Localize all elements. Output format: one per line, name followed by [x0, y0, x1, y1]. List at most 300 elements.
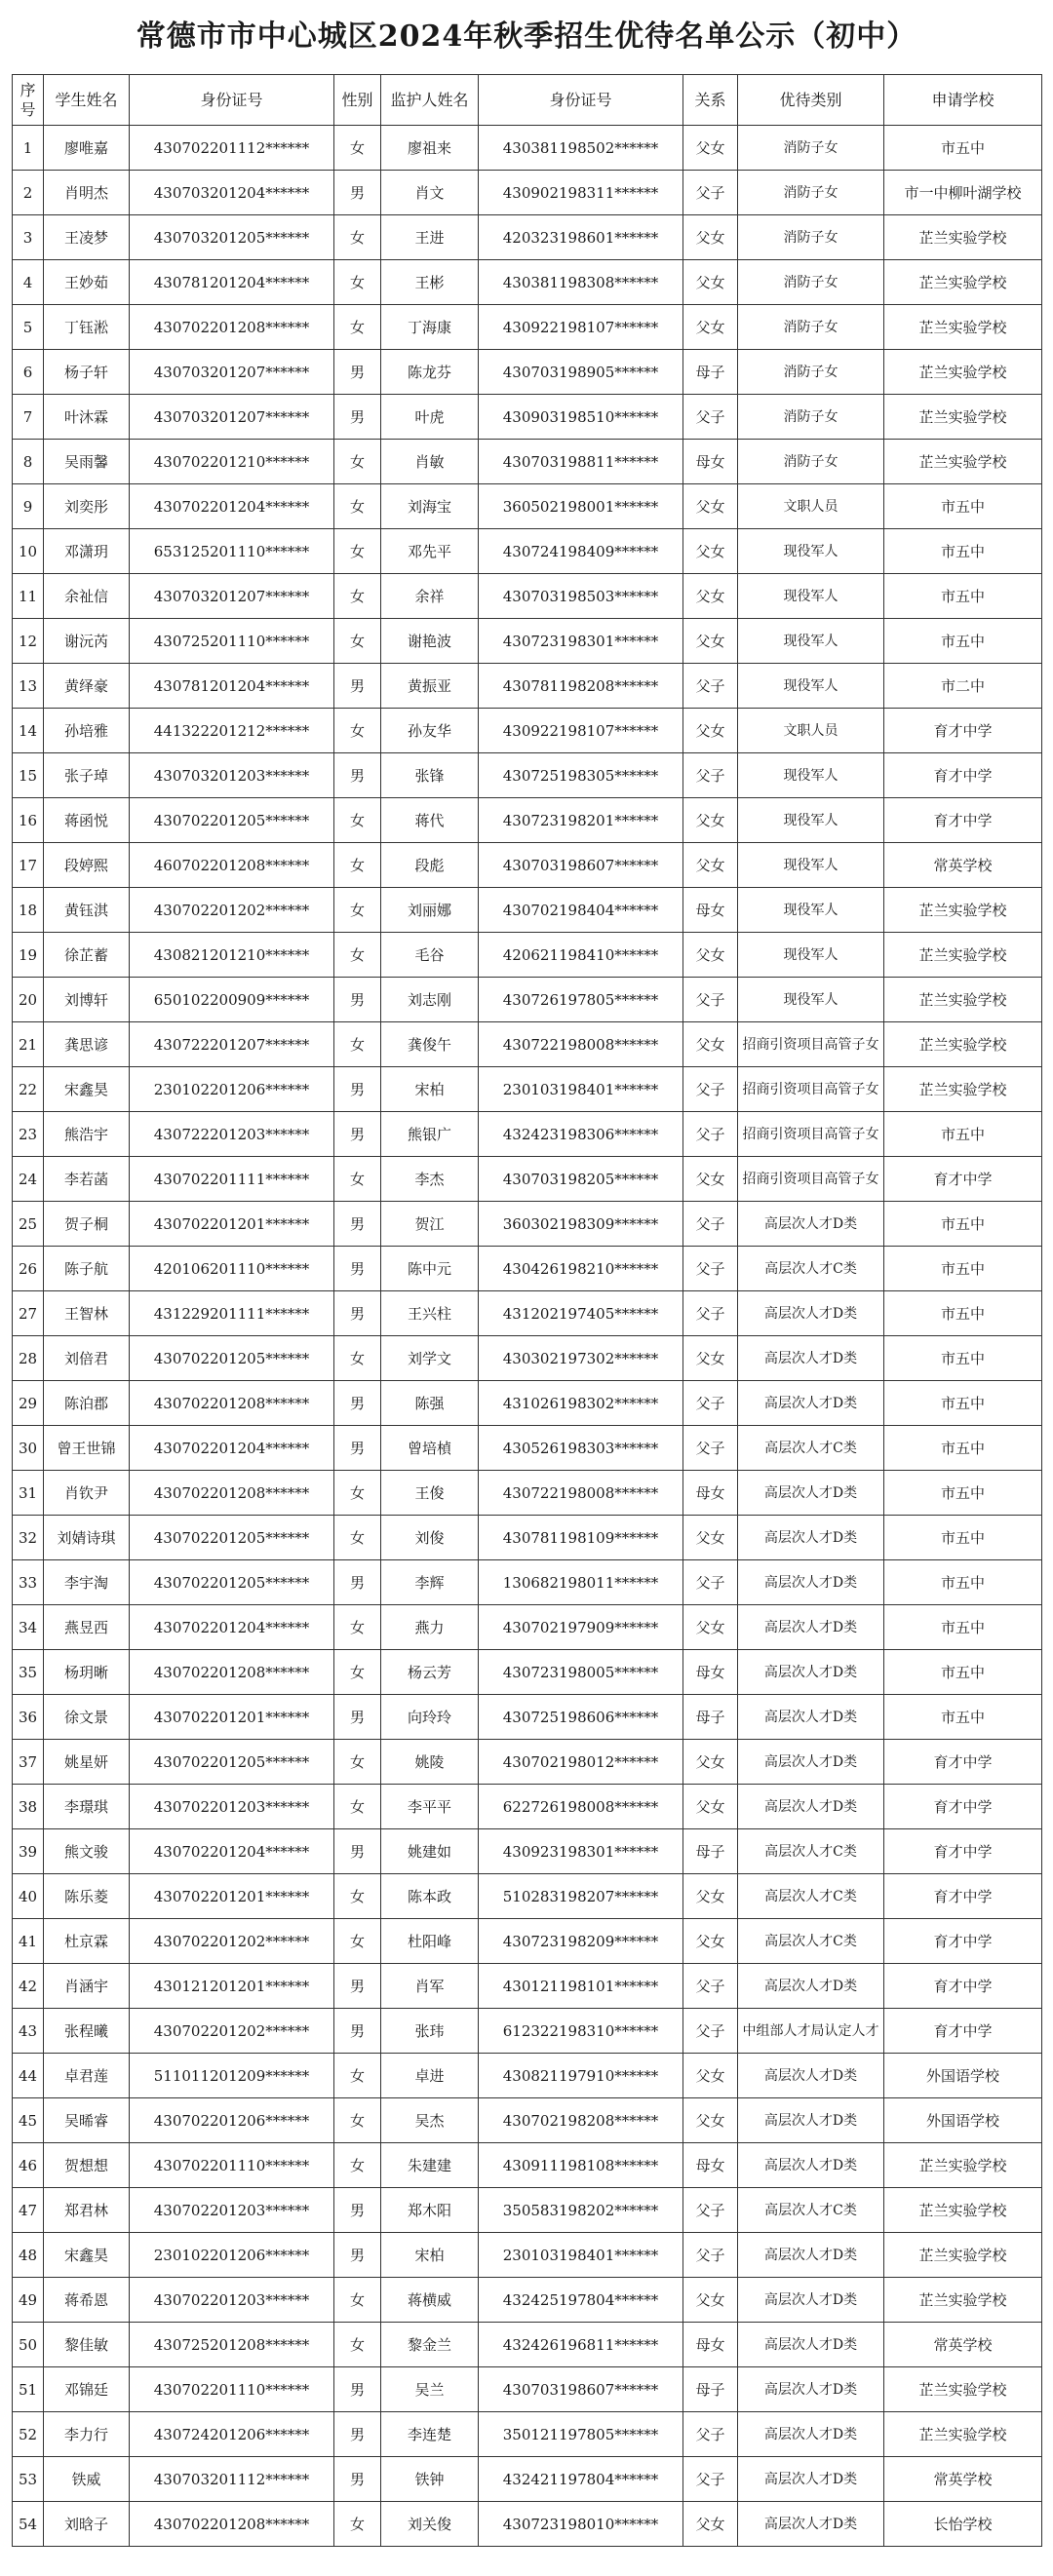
gender-cell: 男 — [334, 978, 381, 1022]
relation-cell: 母女 — [683, 1471, 738, 1516]
category-cell: 招商引资项目高管子女 — [738, 1157, 884, 1202]
index-cell: 35 — [13, 1650, 44, 1695]
guardian-name-cell: 陈本政 — [381, 1874, 479, 1919]
guardian-name-cell: 陈龙芬 — [381, 350, 479, 395]
relation-cell: 父子 — [683, 1202, 738, 1247]
table-row — [13, 2098, 1042, 2143]
index-cell: 42 — [13, 1964, 44, 2009]
index-cell: 39 — [13, 1829, 44, 1874]
category-cell: 消防子女 — [738, 440, 884, 484]
table-row — [13, 1112, 1042, 1157]
guardian-name-cell: 王兴柱 — [381, 1291, 479, 1336]
relation-cell: 父女 — [683, 1919, 738, 1964]
gender-cell: 女 — [334, 1471, 381, 1516]
guardian-id-cell: 430723198209****** — [479, 1919, 683, 1964]
guardian-id-cell: 430722198008****** — [479, 1471, 683, 1516]
guardian-id-cell: 430922198107****** — [479, 709, 683, 753]
gender-cell: 女 — [334, 1157, 381, 1202]
gender-cell: 男 — [334, 2188, 381, 2233]
student-id-cell: 430702201110****** — [130, 2143, 334, 2188]
guardian-name-cell: 陈中元 — [381, 1247, 479, 1291]
school-cell: 育才中学 — [884, 1740, 1042, 1785]
category-cell: 现役军人 — [738, 888, 884, 933]
relation-cell: 母子 — [683, 1829, 738, 1874]
gender-cell: 女 — [334, 1516, 381, 1560]
student-name-cell: 陈泊郡 — [44, 1381, 130, 1426]
relation-cell: 母女 — [683, 1650, 738, 1695]
gender-cell: 女 — [334, 843, 381, 888]
guardian-id-cell: 430702197909****** — [479, 1605, 683, 1650]
table-row — [13, 395, 1042, 440]
gender-cell: 男 — [334, 2233, 381, 2278]
table-row — [13, 2233, 1042, 2278]
relation-cell: 父女 — [683, 1785, 738, 1829]
gender-cell: 女 — [334, 933, 381, 978]
category-cell: 高层次人才C类 — [738, 1829, 884, 1874]
index-cell: 53 — [13, 2457, 44, 2502]
student-id-cell: 430702201203****** — [130, 1785, 334, 1829]
table-row — [13, 2502, 1042, 2547]
guardian-name-cell: 谢艳波 — [381, 619, 479, 664]
table-row — [13, 1695, 1042, 1740]
student-id-cell: 430703201207****** — [130, 574, 334, 619]
school-cell: 育才中学 — [884, 753, 1042, 798]
category-cell: 高层次人才D类 — [738, 1605, 884, 1650]
student-id-cell: 430702201202****** — [130, 2009, 334, 2054]
table-row — [13, 484, 1042, 529]
category-cell: 高层次人才C类 — [738, 1426, 884, 1471]
gender-cell: 男 — [334, 1112, 381, 1157]
guardian-name-cell: 刘学文 — [381, 1336, 479, 1381]
index-cell: 12 — [13, 619, 44, 664]
gender-cell: 男 — [334, 753, 381, 798]
student-name-cell: 吴雨馨 — [44, 440, 130, 484]
student-id-cell: 430703201204****** — [130, 171, 334, 215]
category-cell: 现役军人 — [738, 798, 884, 843]
table-row — [13, 126, 1042, 171]
index-cell: 31 — [13, 1471, 44, 1516]
index-cell: 40 — [13, 1874, 44, 1919]
guardian-id-cell: 360502198001****** — [479, 484, 683, 529]
relation-cell: 父子 — [683, 753, 738, 798]
category-cell: 高层次人才C类 — [738, 1247, 884, 1291]
table-row — [13, 1247, 1042, 1291]
guardian-id-cell: 430922198107****** — [479, 305, 683, 350]
relation-cell: 父子 — [683, 664, 738, 709]
guardian-id-cell: 432426196811****** — [479, 2323, 683, 2367]
school-cell: 市五中 — [884, 1202, 1042, 1247]
student-id-cell: 430781201204****** — [130, 664, 334, 709]
guardian-name-cell: 燕力 — [381, 1605, 479, 1650]
relation-cell: 父子 — [683, 2188, 738, 2233]
index-cell: 11 — [13, 574, 44, 619]
student-id-cell: 430722201207****** — [130, 1022, 334, 1067]
gender-cell: 男 — [334, 2457, 381, 2502]
student-id-cell: 430722201203****** — [130, 1112, 334, 1157]
guardian-name-cell: 刘俊 — [381, 1516, 479, 1560]
table-row — [13, 350, 1042, 395]
guardian-id-cell: 430703198607****** — [479, 843, 683, 888]
relation-cell: 父女 — [683, 798, 738, 843]
gender-cell: 女 — [334, 2502, 381, 2547]
gender-cell: 女 — [334, 1740, 381, 1785]
gender-cell: 女 — [334, 305, 381, 350]
relation-cell: 父子 — [683, 2412, 738, 2457]
student-name-cell: 陈乐菱 — [44, 1874, 130, 1919]
guardian-name-cell: 郑木阳 — [381, 2188, 479, 2233]
table-row — [13, 2323, 1042, 2367]
table-row — [13, 1381, 1042, 1426]
student-name-cell: 燕昱西 — [44, 1605, 130, 1650]
student-name-cell: 熊浩宇 — [44, 1112, 130, 1157]
student-name-cell: 孙培雅 — [44, 709, 130, 753]
student-name-cell: 张子琸 — [44, 753, 130, 798]
guardian-name-cell: 毛谷 — [381, 933, 479, 978]
relation-cell: 父子 — [683, 1067, 738, 1112]
index-cell: 52 — [13, 2412, 44, 2457]
student-name-cell: 李力行 — [44, 2412, 130, 2457]
index-cell: 41 — [13, 1919, 44, 1964]
student-name-cell: 刘晗子 — [44, 2502, 130, 2547]
relation-cell: 父女 — [683, 709, 738, 753]
table-row — [13, 2009, 1042, 2054]
category-cell: 高层次人才D类 — [738, 1471, 884, 1516]
guardian-name-cell: 曾培楨 — [381, 1426, 479, 1471]
student-id-cell: 430702201204****** — [130, 484, 334, 529]
school-cell: 市五中 — [884, 529, 1042, 574]
gender-cell: 女 — [334, 1919, 381, 1964]
relation-cell: 父子 — [683, 2009, 738, 2054]
student-name-cell: 贺想想 — [44, 2143, 130, 2188]
index-cell: 51 — [13, 2367, 44, 2412]
category-cell: 消防子女 — [738, 350, 884, 395]
school-cell: 育才中学 — [884, 1157, 1042, 1202]
category-cell: 现役军人 — [738, 664, 884, 709]
student-name-cell: 邓锦廷 — [44, 2367, 130, 2412]
col-header-gender: 性别 — [334, 75, 381, 126]
school-cell: 常英学校 — [884, 2457, 1042, 2502]
guardian-id-cell: 431026198302****** — [479, 1381, 683, 1426]
table-row — [13, 709, 1042, 753]
gender-cell: 女 — [334, 1022, 381, 1067]
student-name-cell: 杜京霖 — [44, 1919, 130, 1964]
index-cell: 3 — [13, 215, 44, 260]
guardian-id-cell: 622726198008****** — [479, 1785, 683, 1829]
index-cell: 22 — [13, 1067, 44, 1112]
index-cell: 26 — [13, 1247, 44, 1291]
table-body — [13, 126, 1042, 2547]
index-cell: 36 — [13, 1695, 44, 1740]
student-id-cell: 430702201202****** — [130, 888, 334, 933]
category-cell: 高层次人才D类 — [738, 1650, 884, 1695]
gender-cell: 女 — [334, 1874, 381, 1919]
category-cell: 消防子女 — [738, 215, 884, 260]
guardian-id-cell: 430723198201****** — [479, 798, 683, 843]
guardian-name-cell: 宋柏 — [381, 2233, 479, 2278]
category-cell: 文职人员 — [738, 484, 884, 529]
school-cell: 市五中 — [884, 126, 1042, 171]
gender-cell: 男 — [334, 2009, 381, 2054]
school-cell: 育才中学 — [884, 1874, 1042, 1919]
table-row — [13, 1740, 1042, 1785]
guardian-id-cell: 510283198207****** — [479, 1874, 683, 1919]
student-id-cell: 420106201110****** — [130, 1247, 334, 1291]
guardian-id-cell: 430381198502****** — [479, 126, 683, 171]
student-name-cell: 龚思谚 — [44, 1022, 130, 1067]
category-cell: 消防子女 — [738, 395, 884, 440]
category-cell: 高层次人才D类 — [738, 1336, 884, 1381]
student-name-cell: 肖涵宇 — [44, 1964, 130, 2009]
student-name-cell: 刘博轩 — [44, 978, 130, 1022]
index-cell: 2 — [13, 171, 44, 215]
student-name-cell: 卓君莲 — [44, 2054, 130, 2098]
guardian-id-cell: 430781198208****** — [479, 664, 683, 709]
guardian-id-cell: 430722198008****** — [479, 1022, 683, 1067]
student-id-cell: 430702201208****** — [130, 1471, 334, 1516]
index-cell: 46 — [13, 2143, 44, 2188]
school-cell: 市五中 — [884, 1516, 1042, 1560]
table-row — [13, 1471, 1042, 1516]
gender-cell: 女 — [334, 529, 381, 574]
gender-cell: 女 — [334, 2278, 381, 2323]
student-name-cell: 谢沅芮 — [44, 619, 130, 664]
header-row — [13, 75, 1042, 126]
col-header-guardian-id: 身份证号 — [479, 75, 683, 126]
relation-cell: 父子 — [683, 1291, 738, 1336]
index-cell: 30 — [13, 1426, 44, 1471]
table-row — [13, 1605, 1042, 1650]
table-row — [13, 978, 1042, 1022]
guardian-id-cell: 432425197804****** — [479, 2278, 683, 2323]
relation-cell: 母子 — [683, 2367, 738, 2412]
guardian-name-cell: 王彬 — [381, 260, 479, 305]
guardian-name-cell: 蒋代 — [381, 798, 479, 843]
index-cell: 1 — [13, 126, 44, 171]
guardian-name-cell: 姚建如 — [381, 1829, 479, 1874]
index-cell: 17 — [13, 843, 44, 888]
school-cell: 常英学校 — [884, 843, 1042, 888]
relation-cell: 父女 — [683, 305, 738, 350]
gender-cell: 女 — [334, 574, 381, 619]
index-cell: 44 — [13, 2054, 44, 2098]
guardian-id-cell: 430725198606****** — [479, 1695, 683, 1740]
category-cell: 消防子女 — [738, 126, 884, 171]
category-cell: 高层次人才C类 — [738, 2188, 884, 2233]
guardian-id-cell: 430725198305****** — [479, 753, 683, 798]
index-cell: 13 — [13, 664, 44, 709]
student-id-cell: 430702201111****** — [130, 1157, 334, 1202]
index-cell: 37 — [13, 1740, 44, 1785]
index-cell: 54 — [13, 2502, 44, 2547]
student-name-cell: 王妙茹 — [44, 260, 130, 305]
student-id-cell: 430121201201****** — [130, 1964, 334, 2009]
student-name-cell: 李璟琪 — [44, 1785, 130, 1829]
relation-cell: 母女 — [683, 888, 738, 933]
category-cell: 现役军人 — [738, 978, 884, 1022]
school-cell: 市五中 — [884, 1291, 1042, 1336]
student-id-cell: 430702201203****** — [130, 2278, 334, 2323]
table-row — [13, 1829, 1042, 1874]
category-cell: 高层次人才D类 — [738, 1964, 884, 2009]
category-cell: 高层次人才D类 — [738, 1785, 884, 1829]
category-cell: 高层次人才D类 — [738, 1740, 884, 1785]
preferential-list-table — [12, 74, 1042, 2547]
student-name-cell: 叶沐霖 — [44, 395, 130, 440]
category-cell: 中组部人才局认定人才 — [738, 2009, 884, 2054]
guardian-name-cell: 陈强 — [381, 1381, 479, 1426]
table-row — [13, 2412, 1042, 2457]
gender-cell: 女 — [334, 440, 381, 484]
school-cell: 育才中学 — [884, 798, 1042, 843]
gender-cell: 男 — [334, 1829, 381, 1874]
gender-cell: 男 — [334, 171, 381, 215]
relation-cell: 父女 — [683, 529, 738, 574]
index-cell: 19 — [13, 933, 44, 978]
school-cell: 芷兰实验学校 — [884, 305, 1042, 350]
student-id-cell: 430702201110****** — [130, 2367, 334, 2412]
category-cell: 高层次人才D类 — [738, 2323, 884, 2367]
student-id-cell: 230102201206****** — [130, 1067, 334, 1112]
table-row — [13, 2367, 1042, 2412]
student-name-cell: 肖明杰 — [44, 171, 130, 215]
school-cell: 芷兰实验学校 — [884, 440, 1042, 484]
category-cell: 现役军人 — [738, 529, 884, 574]
index-cell: 25 — [13, 1202, 44, 1247]
index-cell: 7 — [13, 395, 44, 440]
table-row — [13, 1560, 1042, 1605]
col-header-index: 序号 — [13, 75, 44, 126]
guardian-id-cell: 430702198012****** — [479, 1740, 683, 1785]
guardian-name-cell: 黎金兰 — [381, 2323, 479, 2367]
table-row — [13, 215, 1042, 260]
guardian-name-cell: 丁海康 — [381, 305, 479, 350]
table-row — [13, 2278, 1042, 2323]
guardian-id-cell: 350583198202****** — [479, 2188, 683, 2233]
school-cell: 市五中 — [884, 1560, 1042, 1605]
student-id-cell: 430725201208****** — [130, 2323, 334, 2367]
table-row — [13, 574, 1042, 619]
index-cell: 33 — [13, 1560, 44, 1605]
relation-cell: 父女 — [683, 2098, 738, 2143]
table-row — [13, 888, 1042, 933]
student-name-cell: 姚星妍 — [44, 1740, 130, 1785]
category-cell: 现役军人 — [738, 619, 884, 664]
school-cell: 芷兰实验学校 — [884, 888, 1042, 933]
gender-cell: 女 — [334, 2098, 381, 2143]
guardian-name-cell: 龚俊午 — [381, 1022, 479, 1067]
guardian-id-cell: 430703198811****** — [479, 440, 683, 484]
guardian-id-cell: 430121198101****** — [479, 1964, 683, 2009]
guardian-id-cell: 430702198404****** — [479, 888, 683, 933]
school-cell: 长怡学校 — [884, 2502, 1042, 2547]
relation-cell: 父女 — [683, 260, 738, 305]
student-name-cell: 宋鑫昊 — [44, 1067, 130, 1112]
index-cell: 9 — [13, 484, 44, 529]
student-id-cell: 430702201210****** — [130, 440, 334, 484]
school-cell: 市五中 — [884, 1247, 1042, 1291]
index-cell: 6 — [13, 350, 44, 395]
student-id-cell: 430702201112****** — [130, 126, 334, 171]
relation-cell: 母女 — [683, 2143, 738, 2188]
guardian-id-cell: 130682198011****** — [479, 1560, 683, 1605]
school-cell: 市五中 — [884, 1471, 1042, 1516]
relation-cell: 父女 — [683, 1740, 738, 1785]
guardian-id-cell: 420621198410****** — [479, 933, 683, 978]
student-name-cell: 张程曦 — [44, 2009, 130, 2054]
gender-cell: 男 — [334, 2367, 381, 2412]
gender-cell: 女 — [334, 2054, 381, 2098]
gender-cell: 女 — [334, 619, 381, 664]
guardian-name-cell: 李连楚 — [381, 2412, 479, 2457]
school-cell: 市五中 — [884, 1381, 1042, 1426]
index-cell: 4 — [13, 260, 44, 305]
index-cell: 27 — [13, 1291, 44, 1336]
guardian-name-cell: 蒋横威 — [381, 2278, 479, 2323]
gender-cell: 女 — [334, 2143, 381, 2188]
index-cell: 38 — [13, 1785, 44, 1829]
table-row — [13, 171, 1042, 215]
school-cell: 芷兰实验学校 — [884, 933, 1042, 978]
relation-cell: 父女 — [683, 574, 738, 619]
guardian-id-cell: 612322198310****** — [479, 2009, 683, 2054]
school-cell: 外国语学校 — [884, 2054, 1042, 2098]
guardian-id-cell: 430902198311****** — [479, 171, 683, 215]
index-cell: 34 — [13, 1605, 44, 1650]
school-cell: 市五中 — [884, 619, 1042, 664]
guardian-id-cell: 430703198503****** — [479, 574, 683, 619]
index-cell: 45 — [13, 2098, 44, 2143]
school-cell: 芷兰实验学校 — [884, 1067, 1042, 1112]
student-name-cell: 王凌梦 — [44, 215, 130, 260]
category-cell: 招商引资项目高管子女 — [738, 1022, 884, 1067]
table-row — [13, 260, 1042, 305]
gender-cell: 男 — [334, 1067, 381, 1112]
table-row — [13, 1874, 1042, 1919]
school-cell: 芷兰实验学校 — [884, 350, 1042, 395]
guardian-name-cell: 卓进 — [381, 2054, 479, 2098]
gender-cell: 男 — [334, 1247, 381, 1291]
category-cell: 高层次人才D类 — [738, 2367, 884, 2412]
relation-cell: 母子 — [683, 350, 738, 395]
relation-cell: 父女 — [683, 1874, 738, 1919]
category-cell: 高层次人才D类 — [738, 2502, 884, 2547]
table-row — [13, 1291, 1042, 1336]
school-cell: 育才中学 — [884, 1964, 1042, 2009]
index-cell: 32 — [13, 1516, 44, 1560]
category-cell: 现役军人 — [738, 843, 884, 888]
relation-cell: 父女 — [683, 1022, 738, 1067]
school-cell: 市五中 — [884, 1605, 1042, 1650]
guardian-id-cell: 430726197805****** — [479, 978, 683, 1022]
guardian-id-cell: 230103198401****** — [479, 2233, 683, 2278]
student-name-cell: 李宇淘 — [44, 1560, 130, 1605]
student-name-cell: 刘奕彤 — [44, 484, 130, 529]
col-header-student-id: 身份证号 — [130, 75, 334, 126]
school-cell: 芷兰实验学校 — [884, 2233, 1042, 2278]
relation-cell: 父女 — [683, 2502, 738, 2547]
student-name-cell: 王智林 — [44, 1291, 130, 1336]
guardian-name-cell: 吴兰 — [381, 2367, 479, 2412]
page-title: 常德市市中心城区2024年秋季招生优待名单公示（初中） — [136, 19, 917, 54]
table-row — [13, 753, 1042, 798]
gender-cell: 女 — [334, 709, 381, 753]
guardian-name-cell: 熊银广 — [381, 1112, 479, 1157]
guardian-name-cell: 刘丽娜 — [381, 888, 479, 933]
category-cell: 消防子女 — [738, 171, 884, 215]
gender-cell: 女 — [334, 484, 381, 529]
relation-cell: 父子 — [683, 2457, 738, 2502]
guardian-id-cell: 430923198301****** — [479, 1829, 683, 1874]
